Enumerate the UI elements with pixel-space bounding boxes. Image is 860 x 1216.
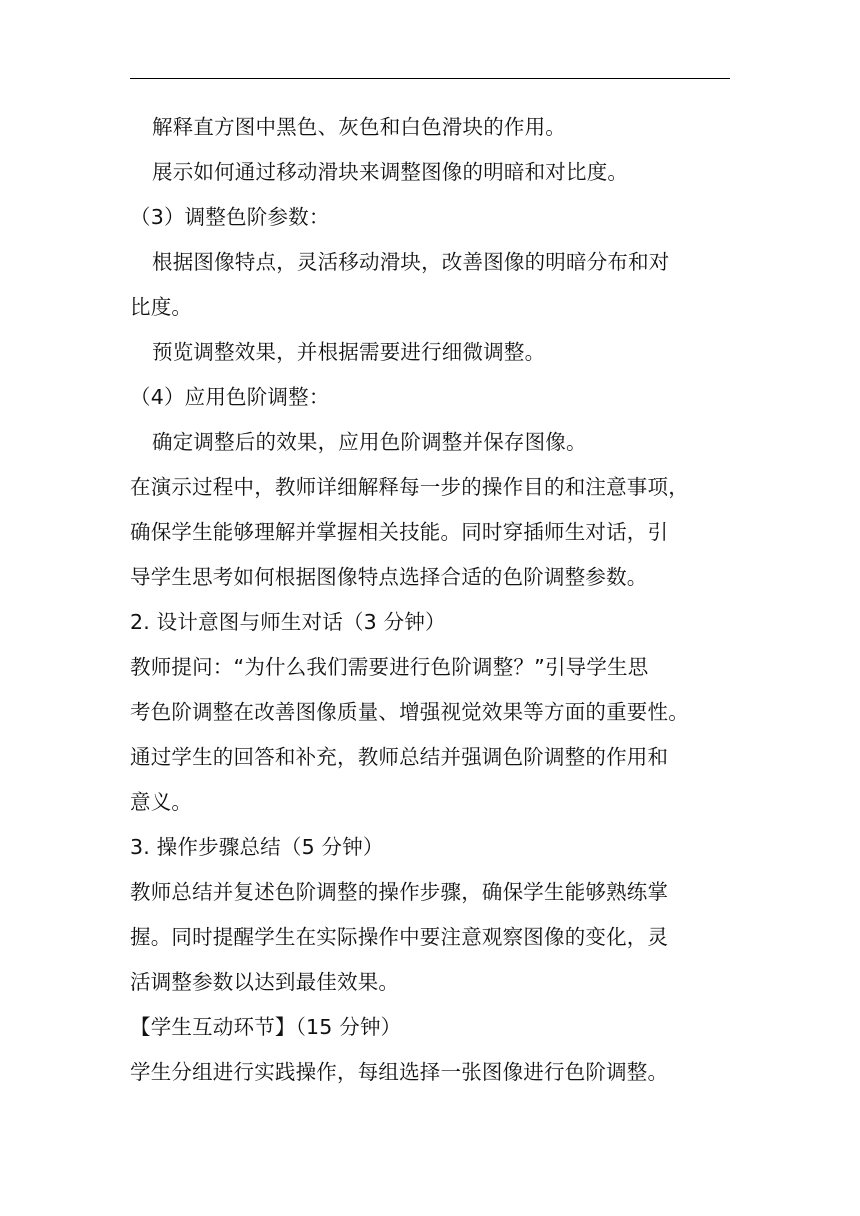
paragraph-line: 确保学生能够理解并掌握相关技能。同时穿插师生对话，引	[130, 520, 669, 544]
section-heading: 【学生互动环节】（15 分钟）	[130, 1015, 402, 1039]
paragraph-line: 解释直方图中黑色、灰色和白色滑块的作用。	[152, 115, 566, 139]
paragraph-line: 意义。	[130, 790, 193, 814]
paragraph-line: 教师提问：“为什么我们需要进行色阶调整？”引导学生思	[130, 655, 649, 679]
paragraph-line: 展示如何通过移动滑块来调整图像的明暗和对比度。	[152, 160, 629, 184]
paragraph-line: 根据图像特点，灵活移动滑块，改善图像的明暗分布和对	[152, 250, 670, 274]
paragraph-line: 教师总结并复述色阶调整的操作步骤，确保学生能够熟练掌	[130, 880, 669, 904]
paragraph-line: 导学生思考如何根据图像特点选择合适的色阶调整参数。	[130, 565, 648, 589]
section-heading: （3）调整色阶参数：	[130, 205, 330, 229]
section-heading: （4）应用色阶调整：	[130, 385, 330, 409]
paragraph-line: 通过学生的回答和补充，教师总结并强调色阶调整的作用和	[130, 745, 669, 769]
paragraph-line: 学生分组进行实践操作，每组选择一张图像进行色阶调整。	[130, 1060, 669, 1084]
header-rule	[130, 78, 730, 79]
paragraph-line: 活调整参数以达到最佳效果。	[130, 970, 400, 994]
paragraph-line: 确定调整后的效果，应用色阶调整并保存图像。	[152, 430, 587, 454]
section-heading: 2. 设计意图与师生对话（3 分钟）	[130, 610, 446, 634]
paragraph-line: 预览调整效果，并根据需要进行细微调整。	[152, 340, 546, 364]
paragraph-line: 握。同时提醒学生在实际操作中要注意观察图像的变化，灵	[130, 925, 669, 949]
paragraph-line: 比度。	[130, 295, 193, 319]
section-heading: 3. 操作步骤总结（5 分钟）	[130, 835, 384, 859]
paragraph-line: 在演示过程中，教师详细解释每一步的操作目的和注意事项，	[130, 475, 689, 499]
paragraph-line: 考色阶调整在改善图像质量、增强视觉效果等方面的重要性。	[130, 700, 689, 724]
